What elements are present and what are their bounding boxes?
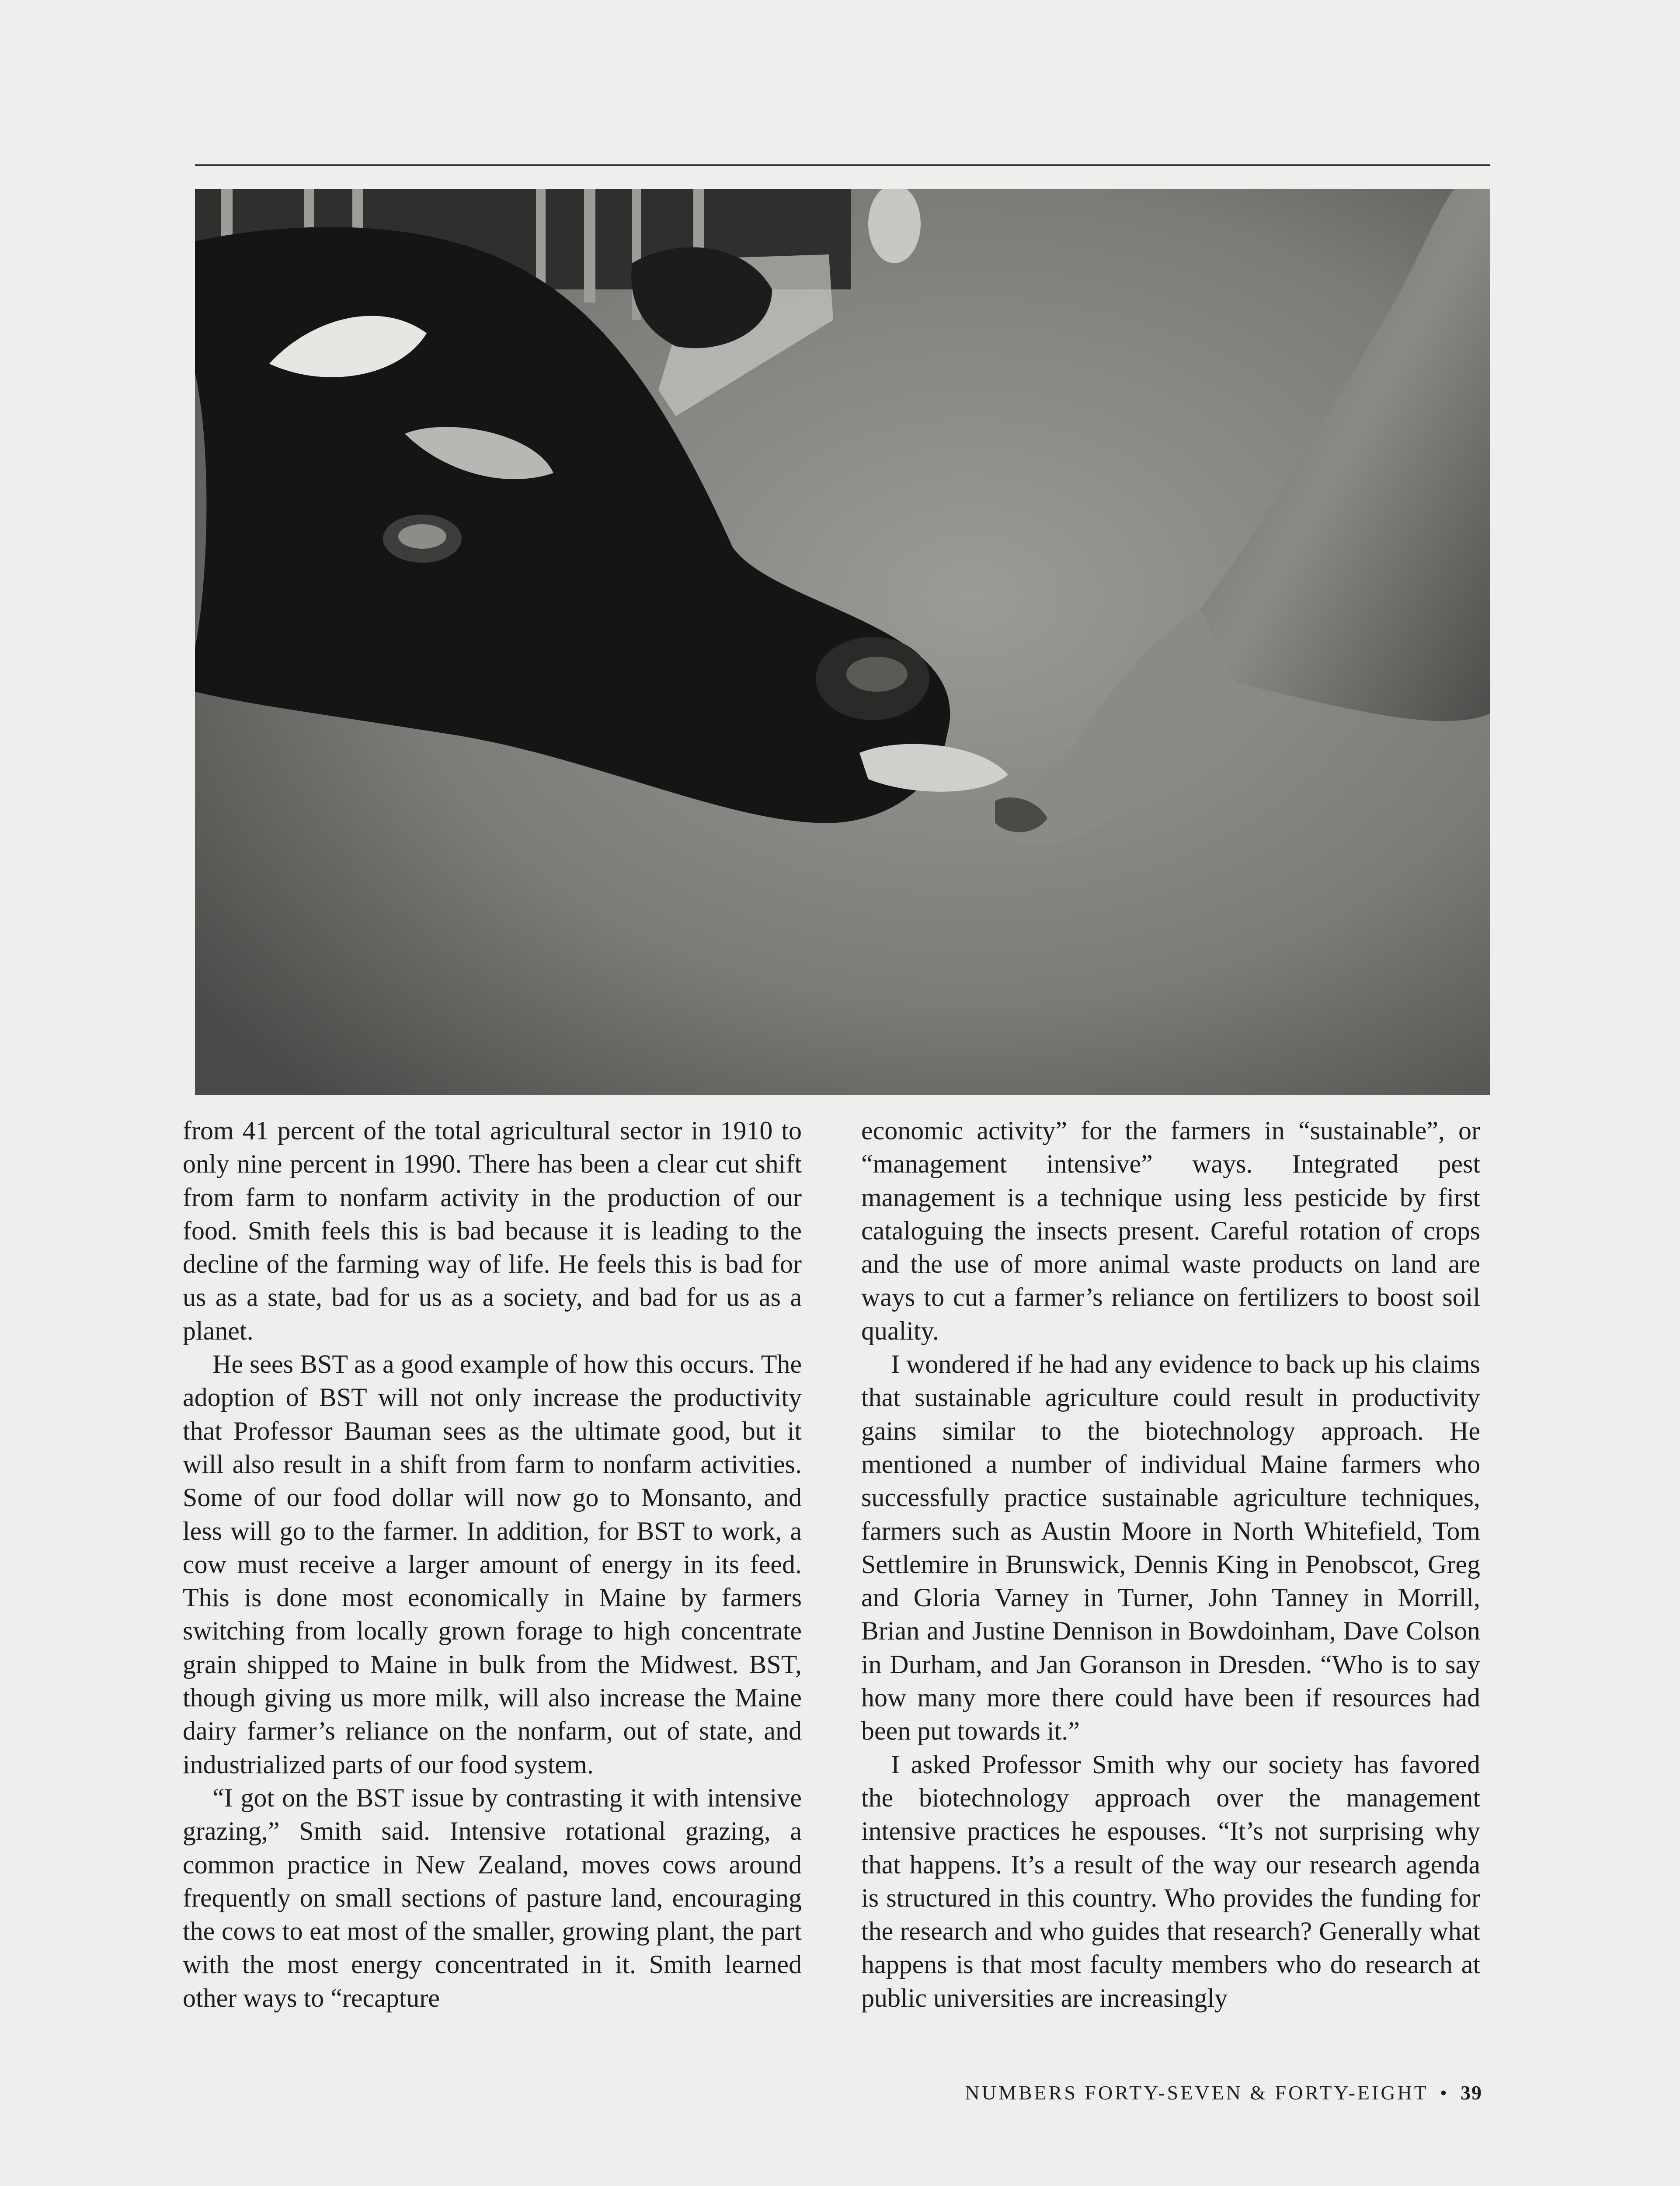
issue-title: NUMBERS FORTY-SEVEN & FORTY-EIGHT bbox=[965, 2082, 1429, 2104]
bullet-separator: • bbox=[1440, 2082, 1449, 2104]
top-rule bbox=[195, 164, 1490, 166]
page-footer bbox=[965, 2081, 1482, 2104]
paragraph: from 41 percent of the total agricultural sector in 1910 to only nine percent in 1990. There has been a clear cut shift from farm to nonfarm activity in the production of our food. Smith feels this is bad because it is leading to the decline of the farming way of life. He feels this is bad for us as a state, bad for us as a society, and bad for us as a planet. bbox=[183, 1116, 802, 1345]
paragraph: He sees BST as a good example of how this occurs. The adoption of BST will not only increase the productivity that Professor Bauman sees as the ultimate good, but it will also result in a shift from farm to nonfarm activities. Some of our food dollar will now go to Monsanto, and less will go to the farmer. In addition, for BST to work, a cow must receive a larger amount of energy in its feed. This is done most economically in Maine by farmers switching from locally grown forage to high concentrate grain shipped to Maine in bulk from the Midwest. BST, though giving us more milk, will also increase the Maine dairy farmer’s reliance on the nonfarm, out of state, and industrialized parts of our food system. bbox=[183, 1350, 802, 1779]
cow-photo bbox=[195, 189, 1490, 1095]
article-column-left bbox=[183, 1114, 802, 2015]
paragraph: I asked Professor Smith why our society has favored the biotechnology approach over the management intensive practices he espouses. “It’s not surprising why that happens. It’s a result of the way our research agenda is structured in this country. Who provides the funding for the research and who guides that research? Generally what happens is that most faculty members who do research at public universities are increasingly bbox=[861, 1750, 1480, 2012]
paragraph: “I got on the BST issue by contrasting it with intensive grazing,” Smith said. Intensive rotational grazing, a common practice in New Zealand, moves cows around frequently on small sections of pasture land, encouraging the cows to eat most of the smaller, growing plant, the part with the most energy concentrated in it. Smith learned other ways to “recapture bbox=[183, 1783, 802, 2012]
page-number: 39 bbox=[1461, 2082, 1482, 2104]
paragraph: I wondered if he had any evidence to back up his claims that sustainable agriculture could result in productivity gains similar to the biotechnology approach. He mentioned a number of individual Maine farmers who successfully practice sustainable agriculture techniques, farmers such as Austin Moore in North Whitefield, Tom Settlemire in Brunswick, Dennis King in Penobscot, Greg and Gloria Varney in Turner, John Tanney in Morrill, Brian and Justine Dennison in Bowdoinham, Dave Colson in Durham, and Jan Goranson in Dresden. “Who is to say how many more there could have been if resources had been put towards it.” bbox=[861, 1350, 1480, 1746]
paragraph: economic activity” for the farmers in “sustainable”, or “management intensive” ways. Integrated pest management is a technique using less pesticide by first cataloguing the insects present. Careful rotation of crops and the use of more animal waste products on land are ways to cut a farmer’s reliance on fertilizers to boost soil quality. bbox=[861, 1116, 1480, 1345]
article-column-right bbox=[861, 1114, 1480, 2015]
